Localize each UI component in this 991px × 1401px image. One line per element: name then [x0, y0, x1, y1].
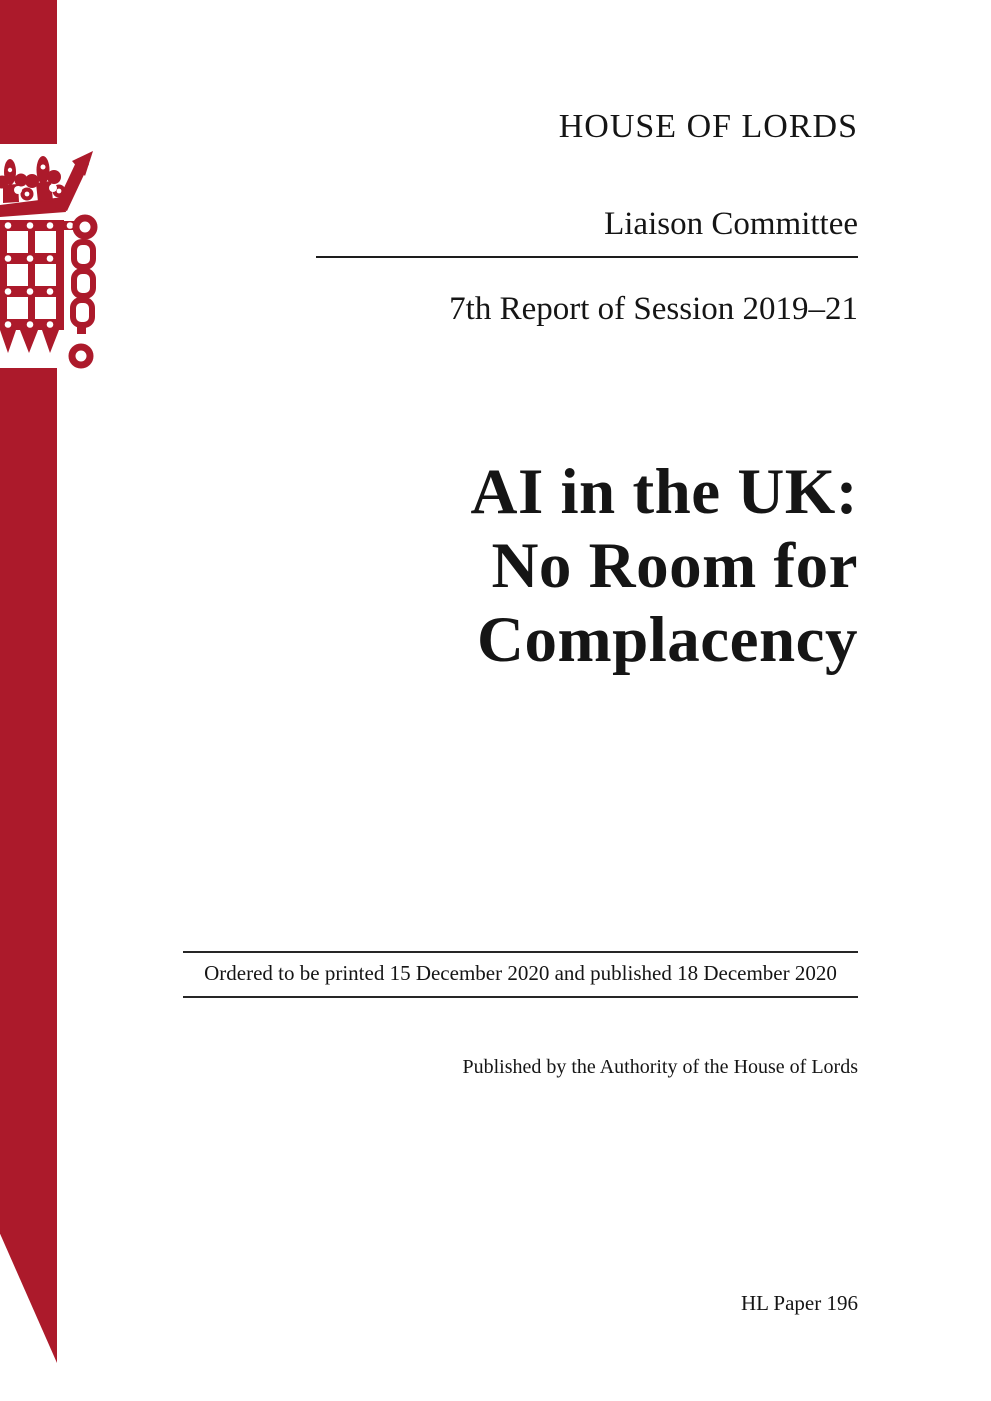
printing-notice: Ordered to be printed 15 December 2020 and published 18 December 2020 [204, 961, 837, 985]
red-stripe-bottom [0, 368, 57, 1363]
report-title-line-2: No Room for [491, 530, 858, 602]
committee-divider-rule [316, 256, 858, 258]
imprint-rule-bottom [183, 996, 858, 998]
report-title [471, 455, 859, 677]
institution-title: HOUSE OF LORDS [558, 108, 858, 145]
committee-name: Liaison Committee [604, 206, 858, 242]
report-title-line-1: AI in the UK: [470, 456, 858, 528]
paper-number: HL Paper 196 [740, 1291, 858, 1315]
publisher-notice: Published by the Authority of the House of Lords [462, 1056, 858, 1078]
portcullis-logo-icon [0, 144, 100, 370]
report-session: 7th Report of Session 2019–21 [449, 291, 858, 327]
report-title-line-3: Complacency [477, 604, 858, 676]
red-stripe-top [0, 0, 57, 144]
imprint-rule-top [183, 951, 858, 953]
